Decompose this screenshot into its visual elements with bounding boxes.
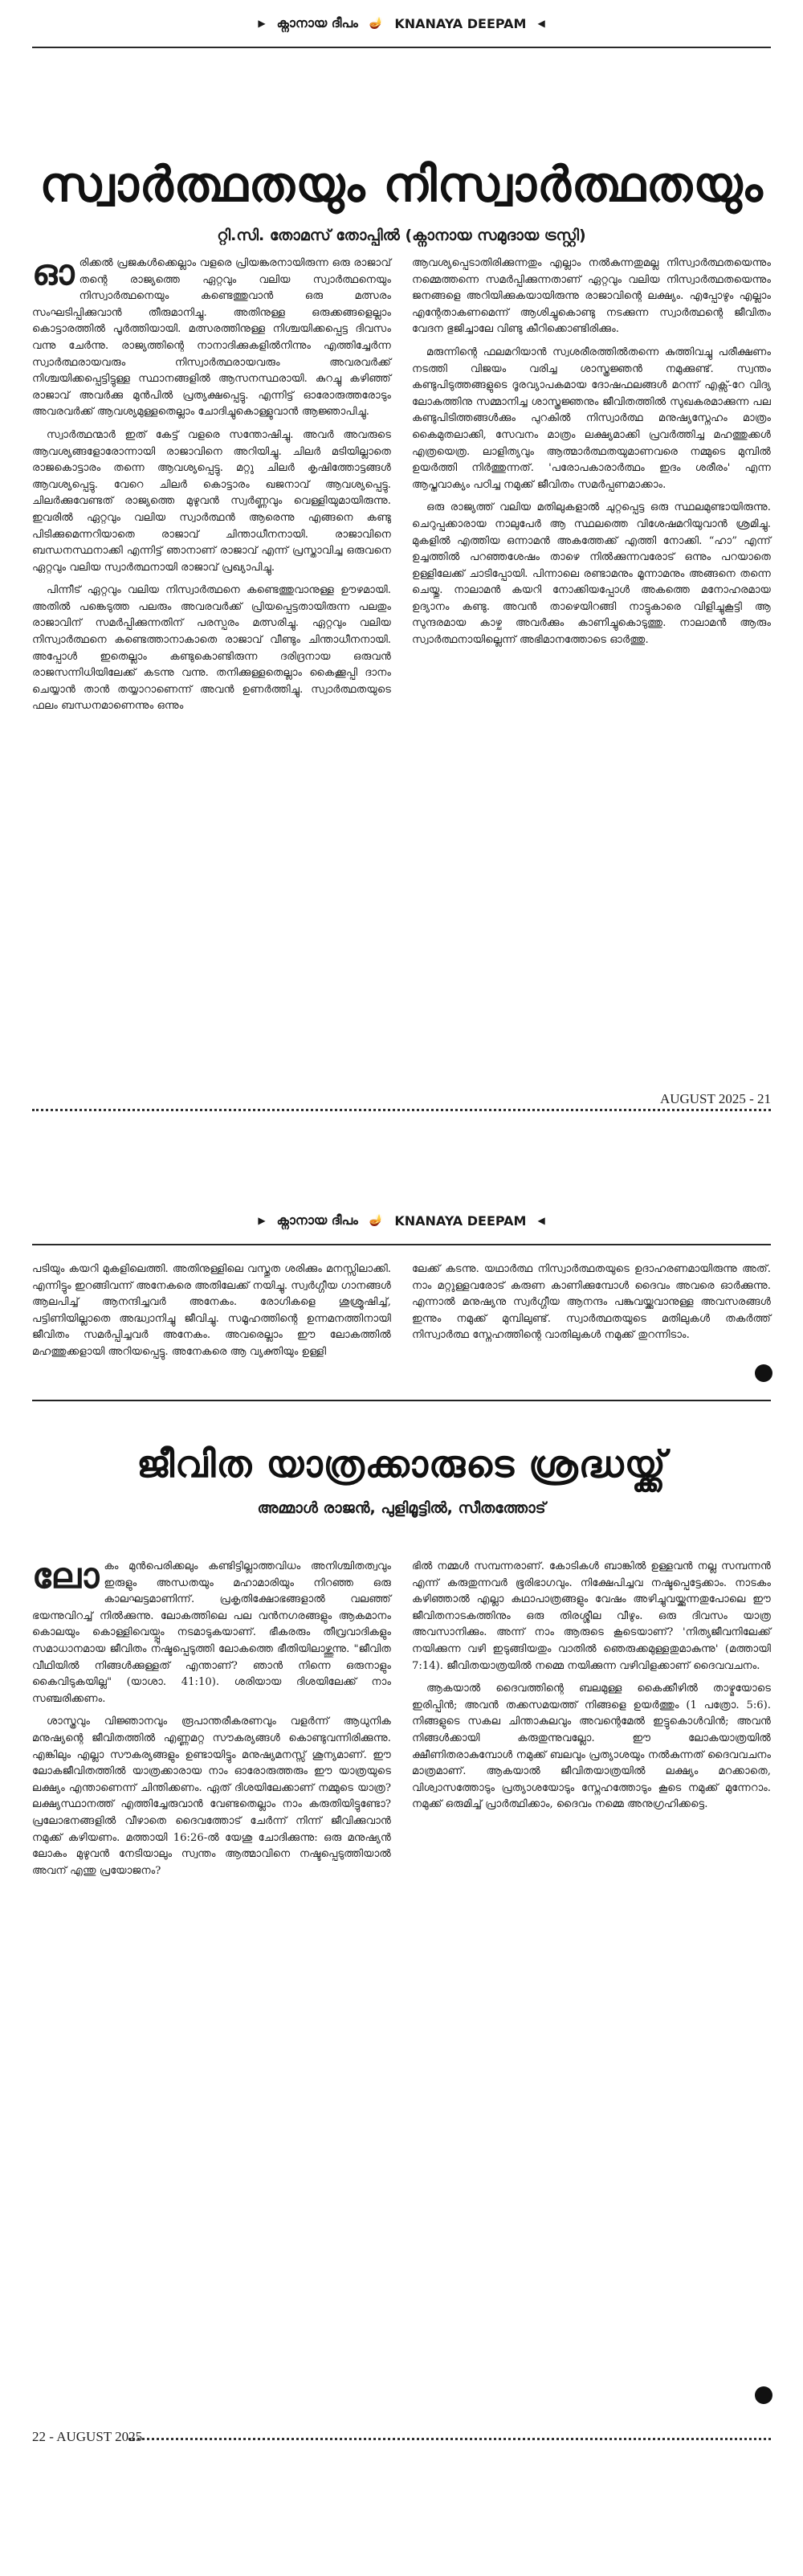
left-arrow-icon: ◀ [537, 1215, 545, 1226]
section-divider [32, 1400, 771, 1401]
page-21 [0, 0, 803, 1181]
end-mark-icon [755, 2386, 772, 2404]
lamp-icon: 🪔 [369, 1214, 384, 1227]
right-arrow-icon: ▶ [258, 18, 266, 29]
magazine-name-malayalam: ക്നാനായ ദീപം [276, 15, 358, 31]
paragraph: ഭിൽ നമ്മൾ സമ്പന്നരാണ്. കോടികൾ ബാങ്കിൽ ഉള്ളവൻ നല്ല സമ്പന്നൻ എന്ന് കരുതുന്നവർ ഭൂരിഭാഗവും. നിക്ഷേപിച്ചവ നഷ്ടപ്പെട്ടേക്കാം. നാടകം കഴിഞ്ഞാൽ എല്ലാ കഥാപാത്രങ്ങളും വേഷം അഴിച്ചുവയ്ക്കുന്നതുപോലെ ഈ ജീവിതനാടകത്തിനും ഒരു തിരശ്ശീല വീഴും. ഒരു ദിവസം യാത്ര അവസാനിക്കും. അന്ന് നാം ആരുടെ കൂടെയാണ്? 'നിത്യജീവനിലേക്ക് നയിക്കുന്ന വഴി ഇടുങ്ങിയതും വാതിൽ ഞെരുക്കമുള്ളതുമാകുന്നു' (മത്തായി 7:14). ജീവിതയാത്രയിൽ നമ്മെ നയിക്കുന്ന വഴിവിളക്കാണ് ദൈവവചനം. [412, 1560, 771, 1672]
paragraph: പടിയും കയറി മുകളിലെത്തി. അതിനുള്ളിലെ വസ്തുത ശരിക്കും മനസ്സിലാക്കി. എന്നിട്ടും ഇറങ്ങിവന്ന് അനേകരെ അതിലേക്ക് നയിച്ചു. സ്വർഗ്ഗീയ ഗാനങ്ങൾ ആലപിച്ച് ആനന്ദിച്ചവർ അനേകം. രോഗികളെ ശുശ്രൂഷിച്ച്, പട്ടിണിയില്ലാതെ അദ്ധ്വാനിച്ചു ജീവിച്ചു. സമൂഹത്തിന്റെ ഉന്നമനത്തിനായി ജീവിതം സമർപ്പിച്ചവർ അനേകം. അവരെല്ലാം ഈ ലോകത്തിൽ മഹത്തുക്കളായി അറിയപ്പെട്ടു. അനേകരെ ആ വ്യക്തിയും ഉള്ളി [32, 1263, 391, 1358]
column-right [412, 1559, 771, 1886]
column-right [412, 1261, 771, 1368]
end-mark-icon [755, 1364, 772, 1382]
right-arrow-icon: ▶ [258, 1215, 266, 1226]
paragraph: മരുന്നിന്റെ ഫലമറിയാൻ സ്വശരീരത്തിൽതന്നെ കുത്തിവച്ചു പരീക്ഷണം നടത്തി വിജയം വരിച്ച ശാസ്ത്രജ്ഞൻ നമുക്കുണ്ട്. സ്വന്തം കണ്ടുപിടുത്തങ്ങളുടെ ദൂരവ്യാപകമായ ദോഷഫലങ്ങൾ മറന്ന് എക്സ്-റേ വിദ്യ ലോകത്തിനു സമ്മാനിച്ച ശാസ്ത്രജ്ഞനും ജീവിതത്തിൽ സുഖകരമാക്കുന്ന പല കണ്ടുപിടിത്തങ്ങൾക്കും പുറകിൽ നിസ്വാർത്ഥ മനുഷ്യസ്നേഹം മാത്രം കൈമുതലാക്കി, സേവനം മാത്രം ലക്ഷ്യമാക്കി പ്രവർത്തിച്ച മഹത്തുക്കൾ എത്രയെത്ര. ലാളിത്യവും ആത്മാർത്ഥതയുമാണവരെ നമ്മുടെ മുമ്പിൽ ഉയർത്തി നിർത്തുന്നത്. 'പരോപകാരാർത്ഥം ഇദം ശരീരം' എന്ന ആപ്തവാക്യം പഠിച്ച നമുക്ക് ജീവിതം സമർപ്പണമാക്കാം. [412, 346, 771, 491]
footer-dotted-rule [32, 1109, 771, 1111]
column-left [32, 1261, 391, 1368]
drop-cap: ലോ [32, 1556, 100, 1597]
paragraph: സ്വാർത്ഥന്മാർ ഇത് കേട്ട് വളരെ സന്തോഷിച്ചു. അവർ അവരുടെ ആവശ്യങ്ങളോരോന്നായി രാജാവിനെ അറിയിച്ചു. ചിലർ മടിയില്ലാതെ രാജകൊട്ടാരം തന്നെ ആവശ്യപ്പെട്ടു. മറ്റു ചിലർ കൃഷിത്തോട്ടങ്ങൾ ആവശ്യപ്പെട്ടു. വേറെ ചിലർ കൊട്ടാരം ഖജനാവ് ആവശ്യപ്പെട്ടു. ചിലർക്കുവേണ്ടത് രാജ്യത്തെ മുഴുവൻ സ്വർണ്ണവും വെള്ളിയുമായിരുന്നു. ഇവരിൽ ഏറ്റവും വലിയ സ്വാർത്ഥൻ ആരെന്നു എങ്ങനെ കണ്ടു പിടിക്കുമെന്നറിയാതെ രാജാവ് ചിന്താധീനനായി. രാജാവിനെ ബന്ധനസ്ഥനാക്കി എന്നിട്ട് ഞാനാണ് രാജാവ് എന്ന് പ്രസ്താവിച്ച ഒരുവനെ ഏറ്റവും വലിയ സ്വാർത്ഥനായി രാജാവ് പ്രഖ്യാപിച്ചു. [32, 428, 391, 574]
paragraph: പിന്നീട് ഏറ്റവും വലിയ നിസ്വാർത്ഥനെ കണ്ടെത്തുവാനുള്ള ഊഴമായി. അതിൽ പങ്കെടുത്ത പലരും അവരവർക്ക് പ്രിയപ്പെട്ടതായിരുന്ന പലതും രാജാവിന് സമർപ്പിക്കുന്നതിന് പരസ്പരം മത്സരിച്ചു. ഏറ്റവും വലിയ നിസ്വാർത്ഥനെ കണ്ടെത്താനാകാതെ രാജാവ് വീണ്ടും ചിന്താധീനനായി. അപ്പോൾ ഇതെല്ലാം കണ്ടുകൊണ്ടിരുന്ന ദരിദ്രനായ ഒരുവൻ രാജസന്നിധിയിലേക്ക് കടന്നു വന്നു. തനിക്കുള്ളതെല്ലാം കൈക്കൂപ്പി ദാനം ചെയ്യാൻ താൻ തയ്യാറാണെന്ന് അവൻ ഉണർത്തിച്ചു. സ്വാർത്ഥതയുടെ ഫലം ബന്ധനമാണെന്നും ഒന്നും [32, 584, 391, 713]
running-header [32, 0, 771, 48]
lamp-icon: 🪔 [369, 17, 384, 30]
paragraph: ഒരു രാജ്യത്ത് വലിയ മതിലുകളാൽ ചുറ്റപ്പെട്ട ഒരു സ്ഥലമുണ്ടായിരുന്നു. ചെറുപ്പക്കാരായ നാലുപേർ ആ സ്ഥലത്തെ വിശേഷമറിയുവാൻ ശ്രമിച്ചു. മുകളിൽ എത്തിയ ഒന്നാമൻ അകത്തേക്ക് എത്തി നോക്കി. “ഹാ” എന്ന് ഉച്ചത്തിൽ പറഞ്ഞശേഷം താഴെ നിൽക്കുന്നവരോട് ഒന്നും പറയാതെ ഉള്ളിലേക്ക് ചാടിപ്പോയി. പിന്നാലെ രണ്ടാമനും മൂന്നാമനും അങ്ങനെ തന്നെ ചെയ്തു. നാലാമൻ കയറി നോക്കിയപ്പോൾ അകത്തെ മനോഹരമായ ഉദ്യാനം കണ്ടു. അവൻ താഴെയിറങ്ങി നാട്ടുകാരെ വിളിച്ചുകൂട്ടി ആ സുന്ദരമായ കാഴ്ച അവർക്കും കാണിച്ചുകൊടുത്തു. നാലാമൻ ആരും സ്വാർത്ഥനായില്ലെന്ന് അഭിമാനത്തോടെ ഓർത്തു. [412, 501, 771, 647]
paragraph: ലേക്ക് കടന്നു. യഥാർത്ഥ നിസ്വാർത്ഥതയുടെ ഉദാഹരണമായിരുന്നു അത്. നാം മറ്റുള്ളവരോട് കരുണ കാണിക്കുമ്പോൾ ദൈവം അവരെ ഓർക്കുന്നു. എന്നാൽ മനുഷ്യനു സ്വർഗ്ഗീയ ആനന്ദം പങ്കുവയ്ക്കുവാനുള്ള അവസരങ്ങൾ ഇന്നും നമുക്ക് മുമ്പിലുണ്ട്. സ്വാർത്ഥതയുടെ മതിലുകൾ തകർത്ത് നിസ്വാർത്ഥ സ്നേഹത്തിന്റെ വാതിലുകൾ നമുക്ക് തുറന്നിടാം. [412, 1263, 771, 1342]
footer-dotted-rule [128, 2438, 771, 2440]
running-header [32, 1197, 771, 1245]
magazine-name-english: KNANAYA DEEPAM [394, 1212, 527, 1229]
continued-article [32, 1261, 771, 1368]
article-byline: റ്റി.സി. തോമസ് തോപ്പിൽ (ക്നാനായ സമുദായ ട്രസ്റ്റി) [217, 227, 586, 244]
page-22 [0, 1181, 803, 2576]
article-body [32, 1556, 771, 1886]
article-byline: അമ്മാൾ രാജൻ, പുളിമൂട്ടിൽ, സീതത്തോട് [257, 1499, 546, 1517]
paragraph: ആവശ്യപ്പെടാതിരിക്കുന്നതും എല്ലാം നൽകുന്നതുമല്ല നിസ്വാർത്ഥതയെന്നും നമ്മെത്തന്നെ സമർപ്പിക്കുന്നതാണ് ഏറ്റവും വലിയ നിസ്വാർത്ഥതയെന്നും ജനങ്ങളെ അറിയിക്കുകയായിരുന്നു രാജാവിന്റെ ലക്ഷ്യം. എപ്പോഴും എല്ലാം എന്റേതാകണമെന്ന് ആശിച്ചുകൊണ്ടു നടക്കുന്ന സ്വാർത്ഥന്റെ ജീവിതം വേദന ഭുജിച്ചാലേ വിണ്ടു കീറിക്കൊണ്ടിരിക്കും. [412, 257, 771, 336]
magazine-name-malayalam: ക്നാനായ ദീപം [276, 1212, 358, 1228]
page-number-footer: 22 - AUGUST 2025 [32, 2429, 143, 2444]
paragraph: ലോകം മുൻപെരിക്കലും കണ്ടിട്ടില്ലാത്തവിധം അനിശ്ചിതത്വവും ഇരുളും അന്ധതയും മഹാമാരിയും നിറഞ്ഞ ഒരു കാലഘട്ടമാണിന്ന്. പ്രകൃതിക്ഷോഭങ്ങളാൽ വലഞ്ഞ് ഭയന്നുവിറച്ച് നിൽക്കുന്നു. ലോകത്തിലെ പല വൻനഗരങ്ങളും ആകമാനം കൊലയും കൊള്ളിവെയ്പ്പും നടമാടുകയാണ്. ഭീകരരും തീവ്രവാദികളും സമാധാനമായ ജീവിതം നഷ്ടപ്പെടുത്തി ലോകത്തെ ഭീതിയിലാഴ്ത്തുന്നു. "ജീവിത വീഥിയിൽ നിങ്ങൾക്കുള്ളത് എന്താണ്? ഞാൻ നിന്നെ ഒരുനാളും കൈവിടുകയില്ല" (യാശാ. 41:10). ശരിയായ ദിശയിലേക്ക് നാം സഞ്ചരിക്കണം. [32, 1556, 391, 1705]
paragraph: ഓരിക്കൽ പ്രജകൾക്കെല്ലാം വളരെ പ്രിയങ്കരനായിരുന്ന ഒരു രാജാവ് തന്റെ രാജ്യത്തെ ഏറ്റവും വലിയ സ്വാർത്ഥനെയും നിസ്വാർത്ഥനെയും കണ്ടെത്തുവാൻ ഒരു മത്സരം സംഘടിപ്പിക്കുവാൻ തീരുമാനിച്ചു. അതിനുള്ള ഒരുക്കങ്ങളെല്ലാം കൊട്ടാരത്തിൽ പൂർത്തിയായി. മത്സരത്തിനുള്ള നിശ്ചയിക്കപ്പെട്ട ദിവസം വന്നു ചേർന്നു. രാജ്യത്തിന്റെ നാനാദിക്കുകളിൽനിന്നും എത്തിച്ചേർന്ന സ്വാർത്ഥരായവരും നിസ്വാർത്ഥരായവരും അവരവർക്ക് നിശ്ചയിക്കപ്പെട്ടിട്ടുള്ള സ്ഥാനങ്ങളിൽ ആസനസ്ഥരായി. കുറച്ചു കഴിഞ്ഞ് രാജാവ് അവർക്കു മുൻപിൽ പ്രത്യക്ഷപ്പെട്ടു. എന്നിട്ട് ഓരോരുത്തരോടും അവരവർക്ക് ആവശ്യമുള്ളതെല്ലാം ചോദിച്ചുകൊള്ളുവാൻ ആജ്ഞാപിച്ചു. [32, 252, 391, 419]
column-left [32, 1556, 391, 1886]
magazine-name-english: KNANAYA DEEPAM [394, 15, 527, 31]
left-arrow-icon: ◀ [537, 18, 545, 29]
article-title: സ്വാർത്ഥതയും നിസ്വാർത്ഥതയും [39, 157, 764, 213]
drop-cap: ഓ [32, 252, 75, 293]
paragraph: ആകയാൽ ദൈവത്തിന്റെ ബലമുള്ള കൈക്കീഴിൽ താഴ്മയോടെ ഇരിപ്പിൻ; അവൻ തക്കസമയത്ത് നിങ്ങളെ ഉയർത്തും (1 പത്രോ. 5:6). നിങ്ങളുടെ സകല ചിന്താകുലവും അവന്റെമേൽ ഇട്ടുകൊൾവിൻ; അവൻ നിങ്ങൾക്കായി കരുതുന്നുവല്ലോ. ഈ ലോകയാത്രയിൽ ക്ഷീണിതരാകുമ്പോൾ നമുക്ക് ബലവും പ്രത്യാശയും നൽകുന്നത് ദൈവവചനം മാത്രമാണ്. ആകയാൽ ജീവിതയാത്രയിൽ ലക്ഷ്യം മറക്കാതെ, വിശ്വാസത്തോടും പ്രത്യാശയോടും സ്നേഹത്തോടും കൂടെ നമുക്ക് മുന്നേറാം. നമുക്ക് ഒരുമിച്ച് പ്രാർത്ഥിക്കാം, ദൈവം നമ്മെ അനുഗ്രഹിക്കട്ടെ. [412, 1683, 771, 1811]
column-left [32, 252, 391, 722]
article-title: ജീവിത യാത്രക്കാരുടെ ശ്രദ്ധയ്ക്ക് [137, 1442, 666, 1486]
page-number-footer: AUGUST 2025 - 21 [652, 1091, 771, 1107]
article-body [32, 252, 771, 722]
paragraph: ശാസ്ത്രവും വിജ്ഞാനവും രൂപാന്തരീകരണവും വളർന്ന് ആധുനിക മനുഷ്യന്റെ ജീവിതത്തിൽ എണ്ണമറ്റ സൗകര്യങ്ങൾ കൊണ്ടുവന്നിരിക്കുന്നു. എങ്കിലും എല്ലാ സൗകര്യങ്ങളും ഉണ്ടായിട്ടും മനുഷ്യമനസ്സ് ശൂന്യമാണ്. ഈ ലോകജീവിതത്തിൽ യാത്രക്കാരായ നാം ഓരോരുത്തരും ഈ യാത്രയുടെ ലക്ഷ്യം എന്താണെന്ന് ചിന്തിക്കണം. ഏത് ദിശയിലേക്കാണ് നമ്മുടെ യാത്ര? ലക്ഷ്യസ്ഥാനത്ത് എത്തിച്ചേരുവാൻ വേണ്ടതെല്ലാം നാം കരുതിയിട്ടുണ്ടോ? പ്രലോഭനങ്ങളിൽ വീഴാതെ ദൈവത്തോട് ചേർന്ന് നിന്ന് ജീവിക്കുവാൻ നമുക്ക് കഴിയണം. മത്തായി 16:26-ൽ യേശു ചോദിക്കുന്നു: ഒരു മനുഷ്യൻ ലോകം മുഴുവൻ നേടിയാലും സ്വന്തം ആത്മാവിനെ നഷ്ടപ്പെടുത്തിയാൽ അവന് എന്തു പ്രയോജനം? [32, 1715, 391, 1877]
column-right [412, 256, 771, 722]
